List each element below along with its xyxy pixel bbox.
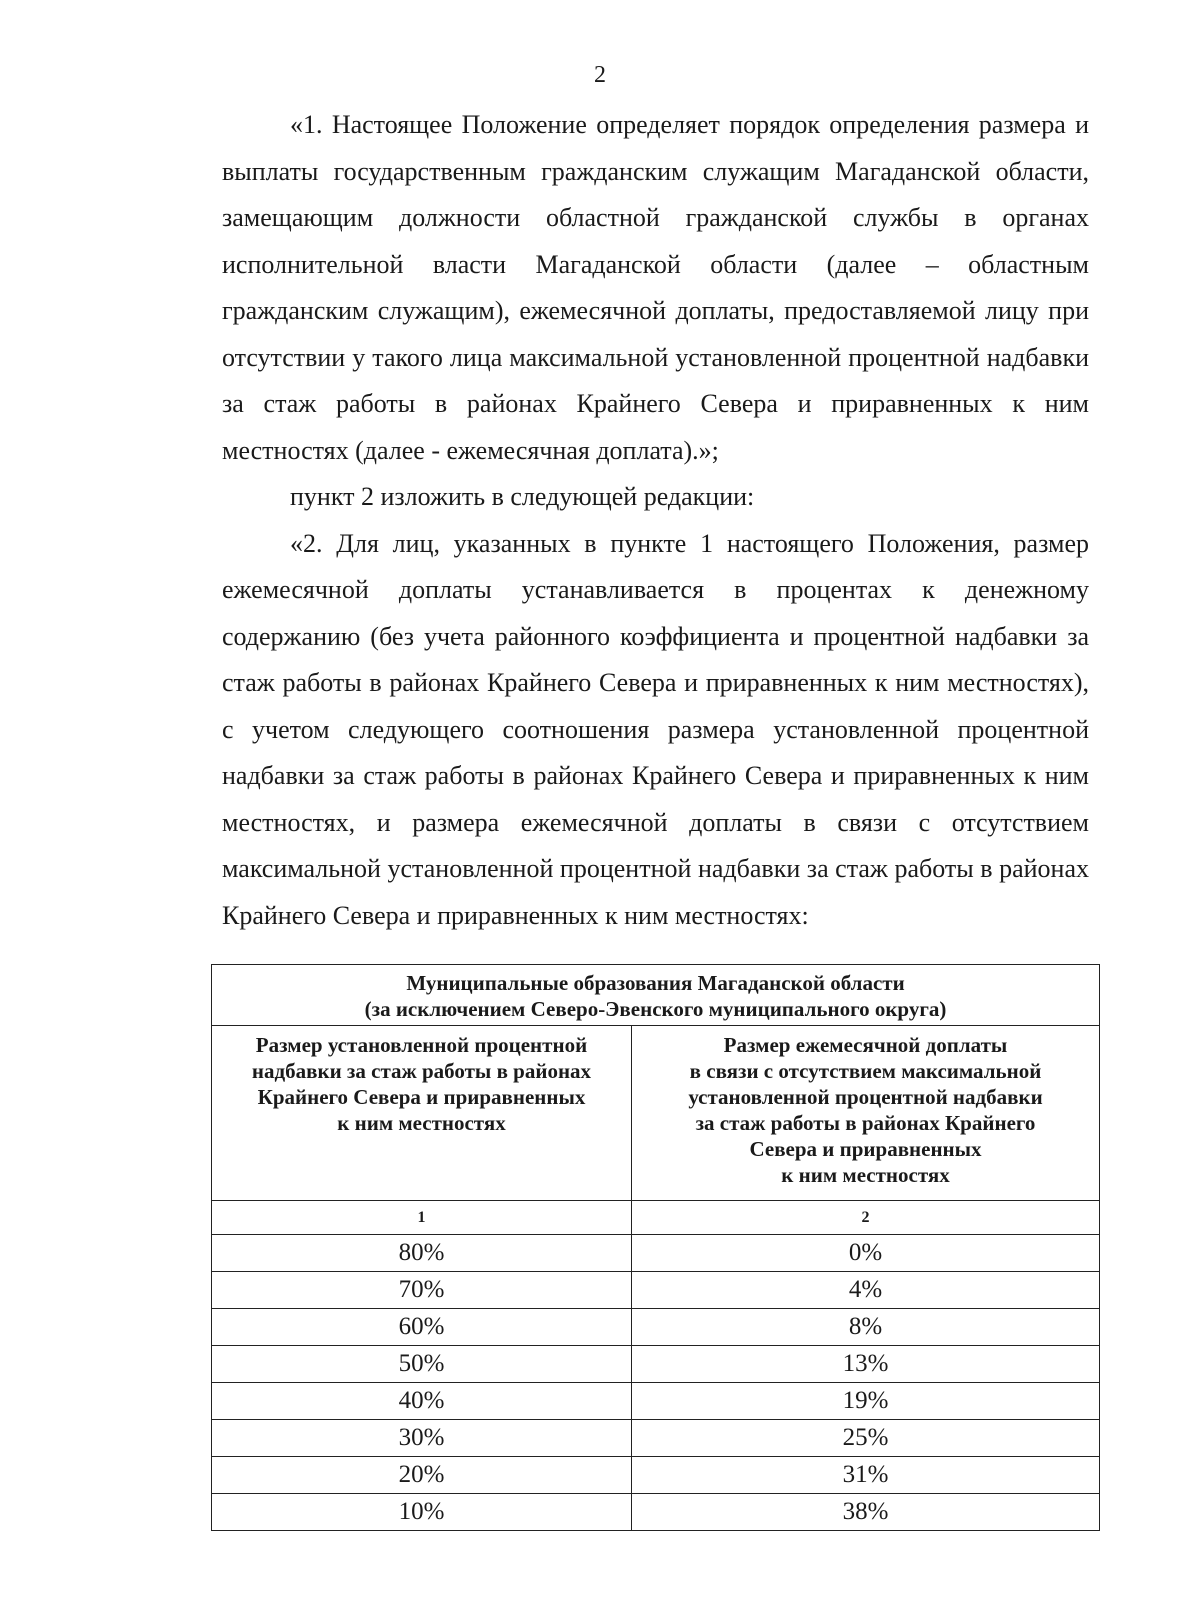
table-row — [212, 1272, 1100, 1309]
table-row — [212, 1420, 1100, 1457]
table-cell-payment: 13% — [632, 1346, 1100, 1383]
column-header-1-line: к ним местностях — [337, 1111, 506, 1135]
table-row — [212, 1309, 1100, 1346]
column-header-2-line: Размер ежемесячной доплаты — [723, 1033, 1008, 1057]
table-cell-payment: 0% — [632, 1235, 1100, 1272]
column-header-2-line: за стаж работы в районах Крайнего — [695, 1111, 1036, 1135]
column-header-2-line: установленной процентной надбавки — [688, 1085, 1043, 1109]
allowance-table — [211, 964, 1100, 1531]
table-cell-payment: 31% — [632, 1457, 1100, 1494]
table-row — [212, 1383, 1100, 1420]
table-cell-allowance: 40% — [212, 1383, 632, 1420]
table-cell-allowance: 60% — [212, 1309, 632, 1346]
column-header-1-line: Крайнего Севера и приравненных — [257, 1085, 586, 1109]
table-cell-allowance: 50% — [212, 1346, 632, 1383]
table-title-line-2: (за исключением Северо-Эвенского муниципального округа) — [364, 997, 947, 1021]
column-header-2 — [632, 1026, 1100, 1201]
column-header-1-line: Размер установленной процентной — [255, 1033, 588, 1057]
document-body — [222, 102, 1089, 939]
table-cell-payment: 38% — [632, 1494, 1100, 1531]
paragraph-1: «1. Настоящее Положение определяет порядок определения размера и выплаты государственным гражданским служащим Магаданской области, замещающим должности областной гражданской службы в органах исполнительной власти Магаданской области (далее – областным гражданским служащим), ежемесячной доплаты, предоставляемой лицу при отсутствии у такого лица максимальной установленной процентной надбавки за стаж работы в районах Крайнего Севера и приравненных к ним местностях (далее - ежемесячная доплата).»; — [222, 110, 1089, 465]
column-header-1 — [212, 1026, 632, 1201]
table-title-line-1: Муниципальные образования Магаданской области — [406, 971, 905, 995]
table-row — [212, 1235, 1100, 1272]
page-number: 2 — [594, 62, 606, 88]
table-title — [212, 965, 1100, 1026]
table-row — [212, 1494, 1100, 1531]
column-header-2-line: к ним местностях — [781, 1163, 950, 1187]
table-cell-payment: 8% — [632, 1309, 1100, 1346]
table-cell-allowance: 20% — [212, 1457, 632, 1494]
table-row — [212, 1346, 1100, 1383]
column-header-2-line: в связи с отсутствием максимальной — [689, 1059, 1042, 1083]
table-column-headers — [212, 1026, 1100, 1201]
table-cell-allowance: 70% — [212, 1272, 632, 1309]
table-cell-payment: 4% — [632, 1272, 1100, 1309]
table-cell-allowance: 30% — [212, 1420, 632, 1457]
table-cell-payment: 19% — [632, 1383, 1100, 1420]
column-number-2: 2 — [632, 1201, 1100, 1235]
column-header-1-line: надбавки за стаж работы в районах — [251, 1059, 592, 1083]
column-number-1: 1 — [212, 1201, 632, 1235]
table-cell-allowance: 80% — [212, 1235, 632, 1272]
paragraph-2: пункт 2 изложить в следующей редакции: — [290, 482, 755, 511]
table-cell-allowance: 10% — [212, 1494, 632, 1531]
table-cell-payment: 25% — [632, 1420, 1100, 1457]
paragraph-3: «2. Для лиц, указанных в пункте 1 настоящего Положения, размер ежемесячной доплаты устанавливается в процентах к денежному содержанию (без учета районного коэффициента и процентной надбавки за стаж работы в районах Крайнего Севера и приравненных к ним местностях), с учетом следующего соотношения размера установленной процентной надбавки за стаж работы в районах Крайнего Севера и приравненных к ним местностях, и размера ежемесячной доплаты в связи с отсутствием максимальной установленной процентной надбавки за стаж работы в районах Крайнего Севера и приравненных к ним местностях: — [222, 528, 1089, 930]
table-row — [212, 1457, 1100, 1494]
column-header-2-line: Севера и приравненных — [749, 1137, 982, 1161]
table-title-row — [212, 965, 1100, 1026]
table-column-numbers — [212, 1201, 1100, 1235]
